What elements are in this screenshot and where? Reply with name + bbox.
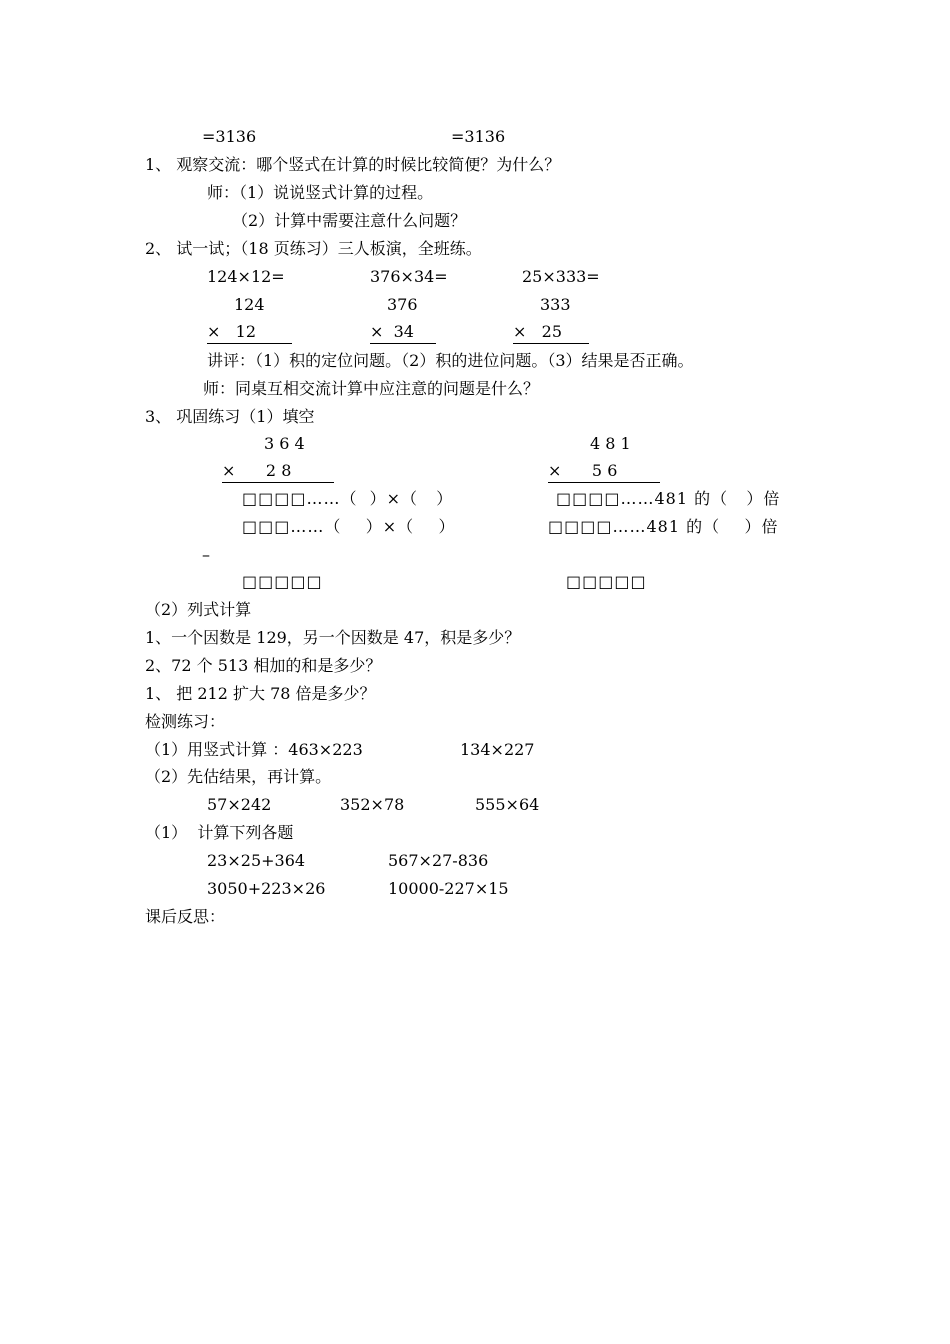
fill-right-row-3: □□□□□: [566, 572, 647, 591]
test-title: 检测练习：: [145, 712, 226, 731]
section-1-title: 1、 观察交流：哪个竖式在计算的时候比较简便？为什么？: [145, 155, 561, 174]
word-problem-2: 2、72 个 513 相加的和是多少？: [145, 656, 382, 675]
calc-item-4: 10000-227×15: [388, 879, 509, 898]
result-right: =3136: [451, 127, 506, 146]
test-part-2: （2）先估结果，再计算。: [145, 767, 332, 786]
fill-left-row-3: □□□□□: [242, 572, 323, 591]
teacher-question-1: 师：（1）说说竖式计算的过程。: [207, 183, 434, 202]
calc-item-2: 567×27-836: [388, 851, 489, 870]
fill-left-multiplier: × 2 8: [222, 461, 334, 483]
teacher-question-2: （2）计算中需要注意什么问题？: [232, 211, 467, 230]
calc-item-3: 3050+223×26: [207, 879, 326, 898]
test-part-1: （1）用竖式计算 ：463×223: [145, 740, 363, 759]
test-part-1-b: 134×227: [460, 740, 535, 759]
problem-2-multiplier: × 34: [370, 322, 436, 344]
problem-2-expression: 376×34=: [370, 267, 448, 286]
section-3-title: 3、 巩固练习（1）填空: [145, 407, 315, 426]
reflection-label: 课后反思：: [145, 907, 226, 926]
problem-3-expression: 25×333=: [522, 267, 600, 286]
estimate-item-2: 352×78: [340, 795, 405, 814]
estimate-item-1: 57×242: [207, 795, 272, 814]
section-2-title: 2、 试一试；（18 页练习）三人板演，全班练。: [145, 239, 482, 258]
problem-1-expression: 124×12=: [207, 267, 285, 286]
fill-left-row-1: □□□□……（ ）×（ ）: [242, 489, 454, 508]
teacher-prompt: 师：同桌互相交流计算中应注意的问题是什么？: [203, 379, 540, 398]
calc-item-1: 23×25+364: [207, 851, 306, 870]
problem-2-top: 376: [387, 295, 418, 314]
fill-dash: –: [202, 545, 210, 564]
word-problem-3: 1、 把 212 扩大 78 倍是多少？: [145, 684, 376, 703]
fill-left-top: 3 6 4: [264, 434, 305, 453]
problem-3-multiplier: × 25: [513, 322, 589, 344]
fill-right-row-2: □□□□……481 的（ ）倍: [548, 517, 779, 536]
word-problem-1: 1、一个因数是 129，另一个因数是 47，积是多少？: [145, 628, 521, 647]
problem-1-top: 124: [234, 295, 265, 314]
result-left: =3136: [202, 127, 257, 146]
fill-right-row-1: □□□□……481 的（ ）倍: [556, 489, 781, 508]
fill-right-multiplier: × 5 6: [548, 461, 660, 483]
test-part-3: （1） 计算下列各题: [145, 823, 294, 842]
fill-left-row-2: □□□……（ ）×（ ）: [242, 517, 456, 536]
fill-right-top: 4 8 1: [590, 434, 631, 453]
part-2-title: （2）列式计算: [145, 600, 252, 619]
estimate-item-3: 555×64: [475, 795, 540, 814]
review-text: 讲评：（1）积的定位问题。（2）积的进位问题。（3）结果是否正确。: [207, 351, 694, 370]
problem-3-top: 333: [540, 295, 571, 314]
problem-1-multiplier: × 12: [207, 322, 292, 344]
